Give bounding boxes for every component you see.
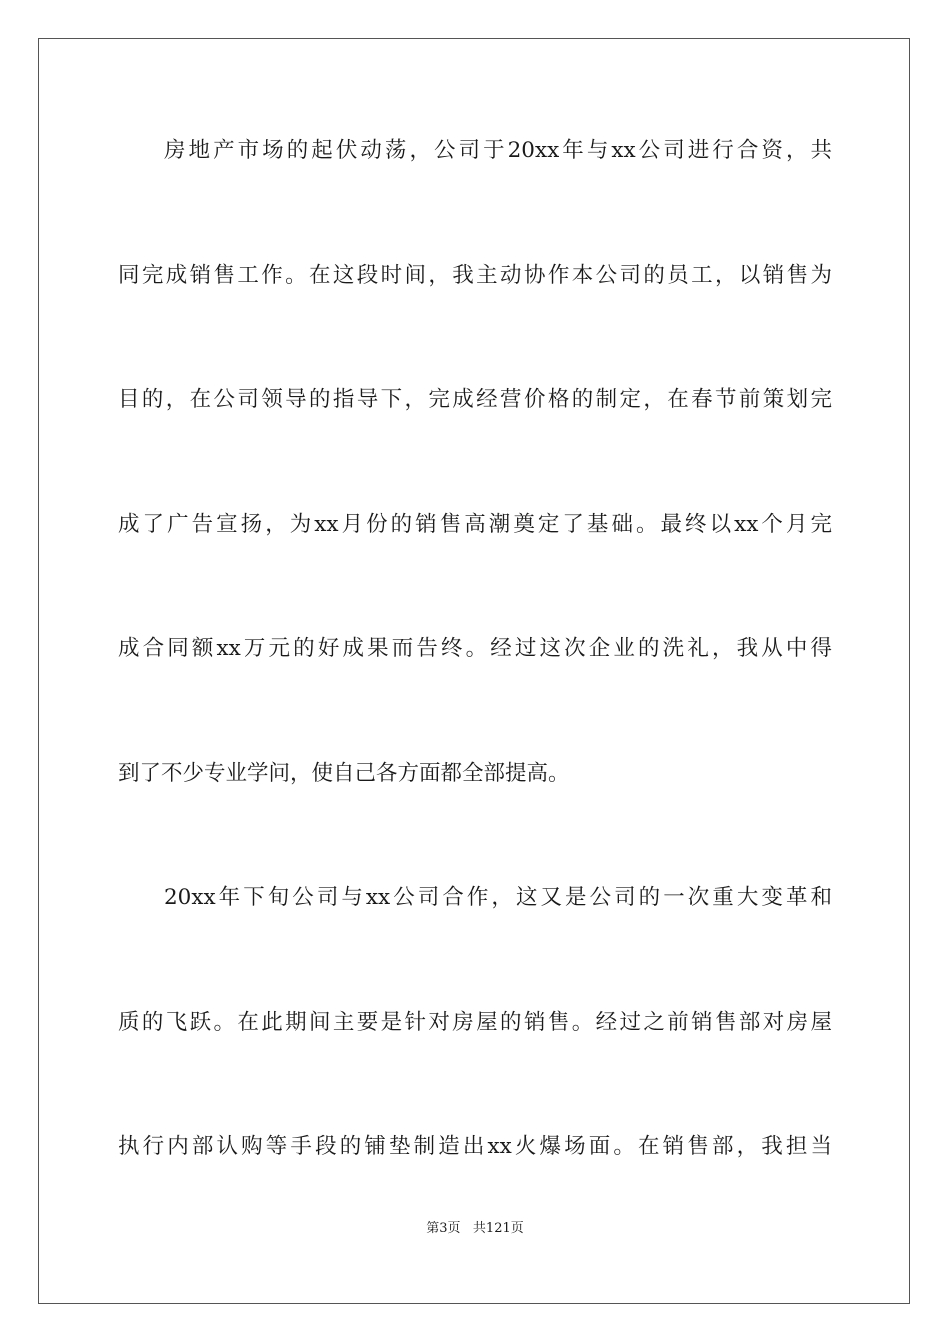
paragraph-line: 到了不少专业学问，使自己各方面都全部提高。 <box>118 761 570 786</box>
paragraph-line: 成合同额xx万元的好成果而告终。经过这次企业的洗礼，我从中得 <box>118 636 832 661</box>
paragraph-line: 20xx年下旬公司与xx公司合作，这又是公司的一次重大变革和 <box>164 885 832 910</box>
paragraph-line: 执行内部认购等手段的铺垫制造出xx火爆场面。在销售部，我担当 <box>118 1134 832 1159</box>
page-footer <box>0 1220 950 1238</box>
page-border <box>38 38 910 1304</box>
page-number: 第3页 <box>426 1221 461 1236</box>
paragraph-line: 成了广告宣扬，为xx月份的销售高潮奠定了基础。最终以xx个月完 <box>118 512 832 537</box>
paragraph-line: 房地产市场的起伏动荡，公司于20xx年与xx公司进行合资，共 <box>164 138 832 163</box>
page-total: 共121页 <box>472 1221 524 1236</box>
paragraph-line: 质的飞跃。在此期间主要是针对房屋的销售。经过之前销售部对房屋 <box>118 1010 832 1035</box>
paragraph-line: 目的，在公司领导的指导下，完成经营价格的制定，在春节前策划完 <box>118 387 832 412</box>
paragraph-line: 同完成销售工作。在这段时间，我主动协作本公司的员工，以销售为 <box>118 263 832 288</box>
